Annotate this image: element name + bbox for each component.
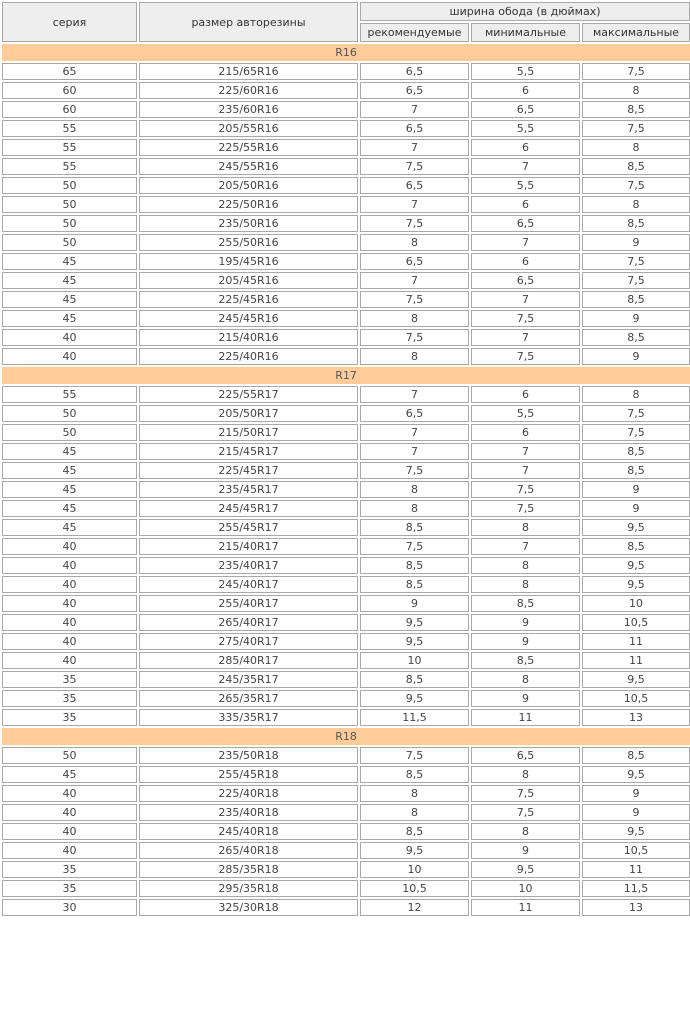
group-row bbox=[2, 367, 690, 384]
cell-maximum: 8,5 bbox=[582, 538, 690, 555]
cell-recommended: 7,5 bbox=[360, 158, 469, 175]
cell-tire-size: 275/40R17 bbox=[139, 633, 358, 650]
cell-minimum: 7 bbox=[471, 443, 580, 460]
table-row bbox=[2, 595, 690, 612]
cell-series: 30 bbox=[2, 899, 137, 916]
cell-minimum: 7,5 bbox=[471, 500, 580, 517]
cell-recommended: 7,5 bbox=[360, 747, 469, 764]
cell-series: 50 bbox=[2, 234, 137, 251]
cell-maximum: 9,5 bbox=[582, 519, 690, 536]
cell-minimum: 8 bbox=[471, 823, 580, 840]
table-row bbox=[2, 253, 690, 270]
cell-minimum: 8 bbox=[471, 671, 580, 688]
cell-series: 50 bbox=[2, 747, 137, 764]
cell-series: 35 bbox=[2, 690, 137, 707]
cell-tire-size: 245/35R17 bbox=[139, 671, 358, 688]
cell-recommended: 7,5 bbox=[360, 215, 469, 232]
cell-series: 40 bbox=[2, 614, 137, 631]
cell-series: 40 bbox=[2, 329, 137, 346]
table-body bbox=[2, 44, 690, 916]
table-row bbox=[2, 500, 690, 517]
cell-tire-size: 225/45R16 bbox=[139, 291, 358, 308]
table-row bbox=[2, 538, 690, 555]
cell-minimum: 6,5 bbox=[471, 747, 580, 764]
cell-series: 60 bbox=[2, 82, 137, 99]
cell-maximum: 8,5 bbox=[582, 215, 690, 232]
cell-maximum: 7,5 bbox=[582, 120, 690, 137]
table-row bbox=[2, 310, 690, 327]
cell-recommended: 8,5 bbox=[360, 671, 469, 688]
cell-recommended: 8 bbox=[360, 310, 469, 327]
cell-tire-size: 225/40R16 bbox=[139, 348, 358, 365]
cell-maximum: 11 bbox=[582, 633, 690, 650]
cell-minimum: 6,5 bbox=[471, 272, 580, 289]
cell-tire-size: 215/40R17 bbox=[139, 538, 358, 555]
cell-maximum: 9 bbox=[582, 348, 690, 365]
table-row bbox=[2, 747, 690, 764]
cell-recommended: 8 bbox=[360, 234, 469, 251]
cell-maximum: 8 bbox=[582, 386, 690, 403]
cell-maximum: 9,5 bbox=[582, 766, 690, 783]
cell-minimum: 6 bbox=[471, 386, 580, 403]
cell-series: 45 bbox=[2, 519, 137, 536]
cell-minimum: 6,5 bbox=[471, 215, 580, 232]
cell-series: 45 bbox=[2, 766, 137, 783]
table-row bbox=[2, 386, 690, 403]
cell-tire-size: 265/40R18 bbox=[139, 842, 358, 859]
cell-recommended: 7,5 bbox=[360, 462, 469, 479]
table-row bbox=[2, 101, 690, 118]
cell-series: 45 bbox=[2, 272, 137, 289]
cell-tire-size: 285/40R17 bbox=[139, 652, 358, 669]
table-row bbox=[2, 614, 690, 631]
cell-maximum: 8 bbox=[582, 82, 690, 99]
cell-series: 45 bbox=[2, 462, 137, 479]
cell-recommended: 8 bbox=[360, 481, 469, 498]
cell-tire-size: 225/60R16 bbox=[139, 82, 358, 99]
cell-series: 40 bbox=[2, 785, 137, 802]
cell-recommended: 7 bbox=[360, 196, 469, 213]
cell-minimum: 7 bbox=[471, 538, 580, 555]
cell-minimum: 7,5 bbox=[471, 310, 580, 327]
header-tire-size: размер авторезины bbox=[139, 2, 358, 42]
cell-series: 40 bbox=[2, 576, 137, 593]
cell-series: 40 bbox=[2, 652, 137, 669]
cell-minimum: 6,5 bbox=[471, 101, 580, 118]
cell-maximum: 9,5 bbox=[582, 557, 690, 574]
cell-maximum: 9 bbox=[582, 234, 690, 251]
cell-maximum: 9 bbox=[582, 500, 690, 517]
cell-minimum: 8 bbox=[471, 519, 580, 536]
cell-series: 40 bbox=[2, 538, 137, 555]
cell-tire-size: 325/30R18 bbox=[139, 899, 358, 916]
cell-tire-size: 265/35R17 bbox=[139, 690, 358, 707]
cell-maximum: 8,5 bbox=[582, 747, 690, 764]
header-series: серия bbox=[2, 2, 137, 42]
cell-maximum: 10,5 bbox=[582, 842, 690, 859]
cell-minimum: 5,5 bbox=[471, 405, 580, 422]
cell-series: 40 bbox=[2, 557, 137, 574]
cell-recommended: 12 bbox=[360, 899, 469, 916]
table-row bbox=[2, 158, 690, 175]
cell-minimum: 7,5 bbox=[471, 348, 580, 365]
cell-series: 40 bbox=[2, 348, 137, 365]
cell-series: 45 bbox=[2, 310, 137, 327]
cell-tire-size: 235/40R18 bbox=[139, 804, 358, 821]
cell-tire-size: 225/55R17 bbox=[139, 386, 358, 403]
cell-minimum: 9,5 bbox=[471, 861, 580, 878]
cell-tire-size: 205/45R16 bbox=[139, 272, 358, 289]
table-row bbox=[2, 823, 690, 840]
cell-series: 65 bbox=[2, 63, 137, 80]
cell-tire-size: 235/45R17 bbox=[139, 481, 358, 498]
cell-tire-size: 235/60R16 bbox=[139, 101, 358, 118]
cell-minimum: 10 bbox=[471, 880, 580, 897]
cell-minimum: 7,5 bbox=[471, 481, 580, 498]
cell-maximum: 8,5 bbox=[582, 462, 690, 479]
cell-tire-size: 245/45R16 bbox=[139, 310, 358, 327]
cell-recommended: 7,5 bbox=[360, 291, 469, 308]
cell-series: 40 bbox=[2, 804, 137, 821]
cell-series: 55 bbox=[2, 120, 137, 137]
group-label: R17 bbox=[2, 367, 690, 384]
table-row bbox=[2, 234, 690, 251]
cell-recommended: 6,5 bbox=[360, 177, 469, 194]
table-row bbox=[2, 424, 690, 441]
cell-tire-size: 215/65R16 bbox=[139, 63, 358, 80]
cell-maximum: 10,5 bbox=[582, 614, 690, 631]
cell-recommended: 10,5 bbox=[360, 880, 469, 897]
cell-minimum: 5,5 bbox=[471, 120, 580, 137]
table-row bbox=[2, 633, 690, 650]
cell-tire-size: 245/40R18 bbox=[139, 823, 358, 840]
cell-tire-size: 235/50R16 bbox=[139, 215, 358, 232]
cell-series: 55 bbox=[2, 139, 137, 156]
table-row bbox=[2, 576, 690, 593]
cell-tire-size: 255/45R17 bbox=[139, 519, 358, 536]
table-row bbox=[2, 196, 690, 213]
table-row bbox=[2, 690, 690, 707]
cell-recommended: 9,5 bbox=[360, 690, 469, 707]
cell-tire-size: 235/40R17 bbox=[139, 557, 358, 574]
cell-tire-size: 235/50R18 bbox=[139, 747, 358, 764]
cell-recommended: 6,5 bbox=[360, 253, 469, 270]
cell-maximum: 13 bbox=[582, 899, 690, 916]
cell-series: 35 bbox=[2, 861, 137, 878]
cell-maximum: 8 bbox=[582, 139, 690, 156]
group-row bbox=[2, 44, 690, 61]
cell-maximum: 9,5 bbox=[582, 671, 690, 688]
cell-tire-size: 215/45R17 bbox=[139, 443, 358, 460]
cell-series: 50 bbox=[2, 196, 137, 213]
group-label: R16 bbox=[2, 44, 690, 61]
table-row bbox=[2, 671, 690, 688]
table-row bbox=[2, 63, 690, 80]
cell-minimum: 11 bbox=[471, 899, 580, 916]
cell-minimum: 6 bbox=[471, 424, 580, 441]
header-minimum: минимальные bbox=[471, 23, 580, 42]
table-row bbox=[2, 481, 690, 498]
cell-minimum: 5,5 bbox=[471, 63, 580, 80]
table-row bbox=[2, 899, 690, 916]
cell-recommended: 6,5 bbox=[360, 63, 469, 80]
cell-minimum: 7 bbox=[471, 291, 580, 308]
cell-maximum: 7,5 bbox=[582, 177, 690, 194]
table-row bbox=[2, 443, 690, 460]
cell-minimum: 7,5 bbox=[471, 804, 580, 821]
cell-recommended: 10 bbox=[360, 652, 469, 669]
cell-recommended: 7,5 bbox=[360, 329, 469, 346]
cell-tire-size: 225/45R17 bbox=[139, 462, 358, 479]
cell-maximum: 9 bbox=[582, 481, 690, 498]
cell-minimum: 5,5 bbox=[471, 177, 580, 194]
table-row bbox=[2, 329, 690, 346]
cell-maximum: 7,5 bbox=[582, 63, 690, 80]
cell-series: 45 bbox=[2, 253, 137, 270]
cell-series: 50 bbox=[2, 177, 137, 194]
cell-series: 50 bbox=[2, 405, 137, 422]
cell-minimum: 7 bbox=[471, 329, 580, 346]
table-row bbox=[2, 709, 690, 726]
cell-tire-size: 295/35R18 bbox=[139, 880, 358, 897]
cell-recommended: 10 bbox=[360, 861, 469, 878]
cell-recommended: 8 bbox=[360, 804, 469, 821]
cell-series: 45 bbox=[2, 500, 137, 517]
cell-series: 35 bbox=[2, 709, 137, 726]
table-row bbox=[2, 861, 690, 878]
cell-recommended: 6,5 bbox=[360, 405, 469, 422]
cell-recommended: 9,5 bbox=[360, 842, 469, 859]
cell-maximum: 9 bbox=[582, 785, 690, 802]
cell-maximum: 9 bbox=[582, 804, 690, 821]
cell-minimum: 7 bbox=[471, 234, 580, 251]
cell-minimum: 9 bbox=[471, 614, 580, 631]
cell-series: 45 bbox=[2, 481, 137, 498]
cell-recommended: 8 bbox=[360, 785, 469, 802]
cell-maximum: 9,5 bbox=[582, 823, 690, 840]
table-row bbox=[2, 880, 690, 897]
group-row bbox=[2, 728, 690, 745]
cell-maximum: 8,5 bbox=[582, 291, 690, 308]
cell-maximum: 11 bbox=[582, 861, 690, 878]
cell-tire-size: 265/40R17 bbox=[139, 614, 358, 631]
cell-series: 45 bbox=[2, 291, 137, 308]
cell-recommended: 8 bbox=[360, 500, 469, 517]
table-row bbox=[2, 652, 690, 669]
cell-tire-size: 225/55R16 bbox=[139, 139, 358, 156]
cell-maximum: 11,5 bbox=[582, 880, 690, 897]
cell-minimum: 9 bbox=[471, 690, 580, 707]
cell-series: 50 bbox=[2, 215, 137, 232]
cell-series: 40 bbox=[2, 595, 137, 612]
cell-tire-size: 335/35R17 bbox=[139, 709, 358, 726]
cell-maximum: 7,5 bbox=[582, 405, 690, 422]
cell-series: 35 bbox=[2, 880, 137, 897]
table-row bbox=[2, 215, 690, 232]
cell-tire-size: 245/40R17 bbox=[139, 576, 358, 593]
cell-tire-size: 245/45R17 bbox=[139, 500, 358, 517]
cell-recommended: 8,5 bbox=[360, 766, 469, 783]
cell-minimum: 9 bbox=[471, 842, 580, 859]
table-row bbox=[2, 348, 690, 365]
cell-recommended: 7 bbox=[360, 101, 469, 118]
table-row bbox=[2, 405, 690, 422]
cell-series: 55 bbox=[2, 158, 137, 175]
table-row bbox=[2, 804, 690, 821]
cell-tire-size: 205/55R16 bbox=[139, 120, 358, 137]
table-row bbox=[2, 557, 690, 574]
cell-maximum: 11 bbox=[582, 652, 690, 669]
cell-minimum: 9 bbox=[471, 633, 580, 650]
cell-recommended: 9,5 bbox=[360, 614, 469, 631]
cell-recommended: 7,5 bbox=[360, 538, 469, 555]
cell-tire-size: 255/50R16 bbox=[139, 234, 358, 251]
cell-tire-size: 225/50R16 bbox=[139, 196, 358, 213]
cell-minimum: 7,5 bbox=[471, 785, 580, 802]
cell-maximum: 13 bbox=[582, 709, 690, 726]
cell-tire-size: 205/50R16 bbox=[139, 177, 358, 194]
table-row bbox=[2, 519, 690, 536]
cell-tire-size: 255/40R17 bbox=[139, 595, 358, 612]
cell-series: 45 bbox=[2, 443, 137, 460]
cell-minimum: 6 bbox=[471, 196, 580, 213]
cell-minimum: 7 bbox=[471, 158, 580, 175]
cell-tire-size: 285/35R18 bbox=[139, 861, 358, 878]
table-row bbox=[2, 291, 690, 308]
cell-recommended: 6,5 bbox=[360, 82, 469, 99]
cell-maximum: 7,5 bbox=[582, 272, 690, 289]
table-row bbox=[2, 766, 690, 783]
cell-maximum: 8,5 bbox=[582, 158, 690, 175]
header-rim-width: ширина обода (в дюймах) bbox=[360, 2, 690, 21]
table-row bbox=[2, 82, 690, 99]
cell-tire-size: 225/40R18 bbox=[139, 785, 358, 802]
cell-maximum: 10 bbox=[582, 595, 690, 612]
cell-recommended: 7 bbox=[360, 424, 469, 441]
cell-recommended: 6,5 bbox=[360, 120, 469, 137]
cell-maximum: 8,5 bbox=[582, 101, 690, 118]
cell-minimum: 6 bbox=[471, 139, 580, 156]
header-maximum: максимальные bbox=[582, 23, 690, 42]
cell-recommended: 8,5 bbox=[360, 557, 469, 574]
cell-recommended: 9 bbox=[360, 595, 469, 612]
cell-minimum: 8 bbox=[471, 557, 580, 574]
cell-recommended: 8,5 bbox=[360, 519, 469, 536]
cell-maximum: 9 bbox=[582, 310, 690, 327]
cell-tire-size: 215/50R17 bbox=[139, 424, 358, 441]
header-recommended: рекомендуемые bbox=[360, 23, 469, 42]
cell-series: 40 bbox=[2, 842, 137, 859]
cell-tire-size: 245/55R16 bbox=[139, 158, 358, 175]
table-row bbox=[2, 177, 690, 194]
cell-tire-size: 255/45R18 bbox=[139, 766, 358, 783]
cell-recommended: 7 bbox=[360, 272, 469, 289]
cell-minimum: 8 bbox=[471, 766, 580, 783]
cell-minimum: 8,5 bbox=[471, 652, 580, 669]
cell-recommended: 8 bbox=[360, 348, 469, 365]
cell-recommended: 7 bbox=[360, 386, 469, 403]
cell-maximum: 9,5 bbox=[582, 576, 690, 593]
cell-maximum: 7,5 bbox=[582, 253, 690, 270]
cell-maximum: 8,5 bbox=[582, 329, 690, 346]
cell-tire-size: 215/40R16 bbox=[139, 329, 358, 346]
cell-series: 40 bbox=[2, 633, 137, 650]
table-row bbox=[2, 785, 690, 802]
cell-recommended: 9,5 bbox=[360, 633, 469, 650]
cell-maximum: 8 bbox=[582, 196, 690, 213]
table-row bbox=[2, 139, 690, 156]
cell-maximum: 7,5 bbox=[582, 424, 690, 441]
cell-recommended: 11,5 bbox=[360, 709, 469, 726]
cell-minimum: 11 bbox=[471, 709, 580, 726]
table-row bbox=[2, 842, 690, 859]
cell-minimum: 7 bbox=[471, 462, 580, 479]
cell-series: 40 bbox=[2, 823, 137, 840]
cell-minimum: 8 bbox=[471, 576, 580, 593]
cell-series: 55 bbox=[2, 386, 137, 403]
cell-series: 60 bbox=[2, 101, 137, 118]
table-row bbox=[2, 120, 690, 137]
cell-maximum: 8,5 bbox=[582, 443, 690, 460]
cell-recommended: 8,5 bbox=[360, 576, 469, 593]
cell-recommended: 8,5 bbox=[360, 823, 469, 840]
table-row bbox=[2, 462, 690, 479]
cell-maximum: 10,5 bbox=[582, 690, 690, 707]
cell-series: 50 bbox=[2, 424, 137, 441]
cell-tire-size: 195/45R16 bbox=[139, 253, 358, 270]
cell-recommended: 7 bbox=[360, 443, 469, 460]
cell-tire-size: 205/50R17 bbox=[139, 405, 358, 422]
group-label: R18 bbox=[2, 728, 690, 745]
table-row bbox=[2, 272, 690, 289]
cell-minimum: 6 bbox=[471, 82, 580, 99]
cell-minimum: 8,5 bbox=[471, 595, 580, 612]
cell-recommended: 7 bbox=[360, 139, 469, 156]
cell-series: 35 bbox=[2, 671, 137, 688]
cell-minimum: 6 bbox=[471, 253, 580, 270]
